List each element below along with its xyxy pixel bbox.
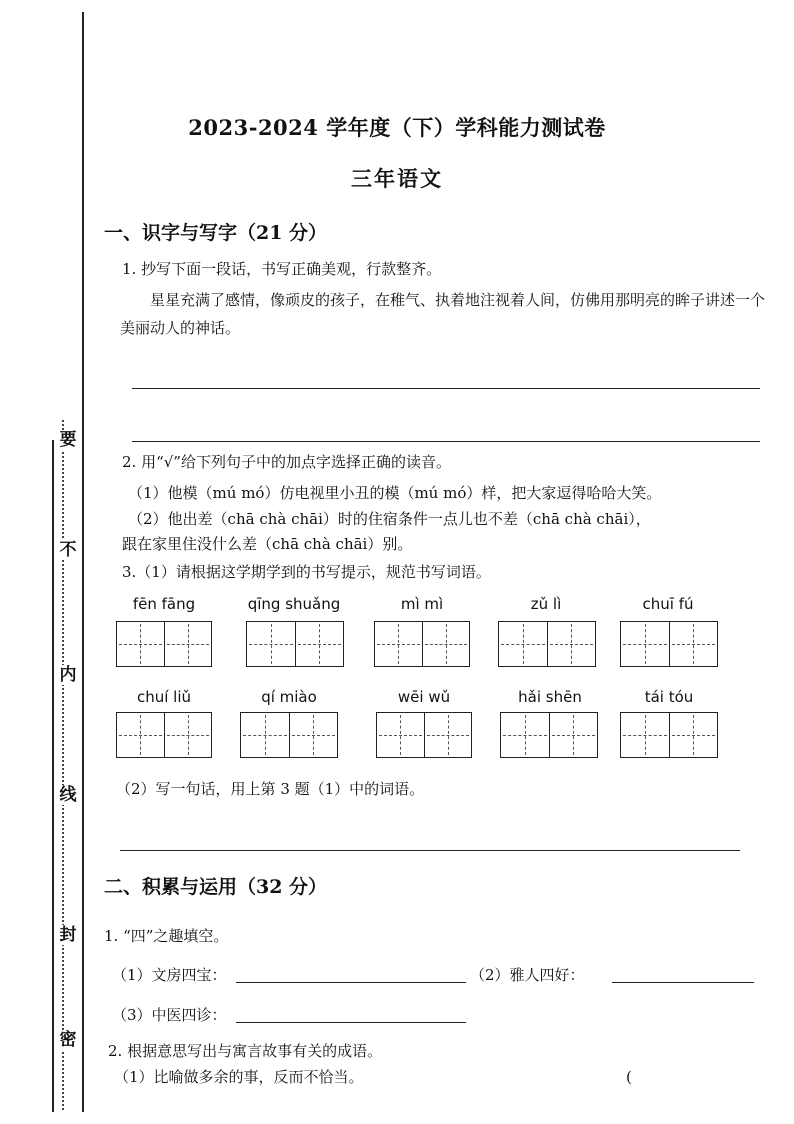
- tianzige-box[interactable]: [498, 621, 596, 667]
- tianzige-box[interactable]: [376, 712, 472, 758]
- pinyin-label: chuí liǔ: [136, 688, 192, 706]
- q2-sentence-3: 跟在家里住没什么差（chā chà chāi）别。: [122, 535, 413, 553]
- pinyin-label: hǎi shēn: [518, 688, 582, 706]
- pinyin-label: chuī fú: [642, 595, 694, 613]
- s2-q1-prompt: 1. “四”之趣填空。: [104, 927, 229, 945]
- writing-line[interactable]: [120, 850, 740, 851]
- q2-prompt: 2. 用“√”给下列句子中的加点字选择正确的读音。: [122, 453, 451, 471]
- q1-passage: 星星充满了感情，像顽皮的孩子，在稚气、执着地注视着人间，仿佛用那明亮的眸子讲述一个美丽动人的神话。: [120, 291, 766, 337]
- pinyin-label: zǔ lì: [530, 595, 562, 613]
- q2-sentence-2: （2）他出差（chā chà chāi）时的住宿条件一点儿也不差（chā chà chāi），: [128, 510, 651, 528]
- exam-title: 2023-2024 学年度（下）学科能力测试卷: [188, 115, 606, 140]
- s2-q1-item1: （1）文房四宝：: [112, 966, 227, 984]
- answer-bracket[interactable]: (: [626, 1068, 632, 1086]
- tianzige-box[interactable]: [620, 621, 718, 667]
- q2-sentence-1: （1）他模（mú mó）仿电视里小丑的模（mú mó）样，把大家逗得哈哈大笑。: [128, 484, 662, 502]
- binding-outer-line: [52, 440, 54, 1112]
- pinyin-label: mì mì: [400, 595, 444, 613]
- answer-blank[interactable]: [236, 1022, 466, 1023]
- answer-blank[interactable]: [612, 982, 754, 983]
- q3-prompt: 3.（1）请根据这学期学到的书写提示，规范书写词语。: [122, 563, 491, 581]
- tianzige-box[interactable]: [246, 621, 344, 667]
- writing-line[interactable]: [132, 441, 760, 442]
- binding-dotted-line: [62, 420, 76, 1110]
- s2-q2-prompt: 2. 根据意思写出与寓言故事有关的成语。: [108, 1042, 383, 1060]
- s2-q1-item2: （2）雅人四好：: [470, 966, 585, 984]
- pinyin-label: fēn fāng: [132, 595, 196, 613]
- binding-mark: 要: [56, 430, 80, 450]
- tianzige-box[interactable]: [620, 712, 718, 758]
- section2-heading: 二、积累与运用（32 分）: [104, 876, 328, 898]
- binding-mark: 内: [56, 665, 80, 685]
- pinyin-label: tái tóu: [644, 688, 694, 706]
- pinyin-label: wēi wǔ: [397, 688, 451, 706]
- s2-q2-item1: （1）比喻做多余的事，反而不恰当。: [114, 1068, 364, 1086]
- exam-subtitle: 三年语文: [351, 166, 443, 191]
- tianzige-box[interactable]: [374, 621, 470, 667]
- s2-q1-item3: （3）中医四诊：: [112, 1006, 227, 1024]
- binding-mark: 封: [56, 925, 80, 945]
- writing-line[interactable]: [132, 388, 760, 389]
- tianzige-box[interactable]: [500, 712, 598, 758]
- tianzige-box[interactable]: [240, 712, 338, 758]
- q1-prompt: 1. 抄写下面一段话，书写正确美观，行款整齐。: [122, 260, 442, 278]
- answer-blank[interactable]: [236, 982, 466, 983]
- pinyin-label: qí miào: [261, 688, 317, 706]
- tianzige-box[interactable]: [116, 621, 212, 667]
- binding-mark: 密: [56, 1030, 80, 1050]
- tianzige-box[interactable]: [116, 712, 212, 758]
- binding-mark: 不: [56, 540, 80, 560]
- q3-part2-prompt: （2）写一句话，用上第 3 题（1）中的词语。: [116, 780, 425, 798]
- pinyin-label: qīng shuǎng: [247, 595, 341, 613]
- section1-heading: 一、识字与写字（21 分）: [104, 222, 328, 244]
- binding-mark: 线: [56, 785, 80, 805]
